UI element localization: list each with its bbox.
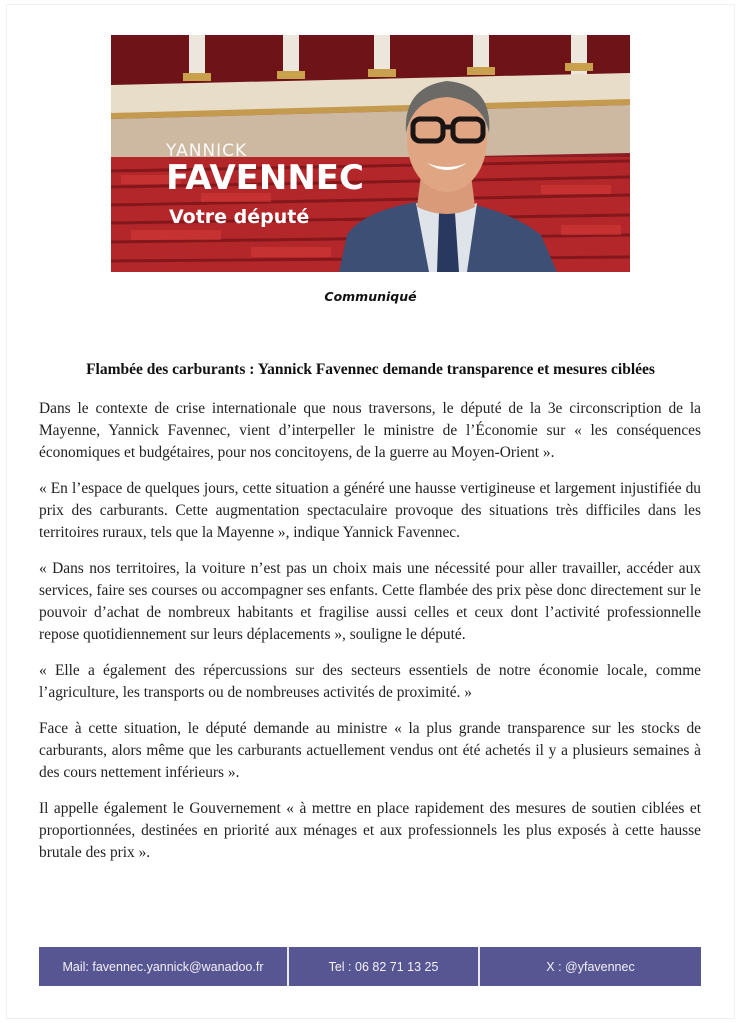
header-banner (111, 35, 630, 272)
footer-x-handle[interactable]: X : @yfavennec (478, 947, 701, 986)
footer-mail[interactable]: Mail: favennec.yannick@wanadoo.fr (39, 947, 287, 986)
document-type-label: Communiqué (324, 289, 417, 304)
banner-role: Votre député (169, 206, 310, 228)
paragraph: Face à cette situation, le député demande au ministre « la plus grande transparence sur les stocks de carburants, alors même que les carburants actuellement vendus ont été achetés il y a plusieurs semaines à des cours nettement inférieurs ». (39, 720, 701, 781)
paragraph: « Dans nos territoires, la voiture n’est pas un choix mais une nécessité pour aller travailler, accéder aux services, faire ses courses ou accompagner ses enfants. Cette flambée des prix pèse donc directement sur le pouvoir d’achat de nombreux habitants et fragilise aussi celles et ceux dont l’activité professionnelle repose quotidiennement sur leurs déplacements », souligne le député. (39, 560, 701, 643)
banner-first-name: YANNICK (166, 141, 248, 161)
paragraph: Il appelle également le Gouvernement « à mettre en place rapidement des mesures de soutien ciblées et proportionnées, destinées en priorité aux ménages et aux professionnels les plus exposés à cette hausse brutale des prix ». (39, 800, 701, 861)
document-title: Flambée des carburants : Yannick Favennec demande transparence et mesures ciblées (86, 361, 655, 378)
banner-text (166, 142, 364, 228)
banner-last-name: FAVENNEC (166, 158, 364, 198)
contact-footer (39, 947, 701, 986)
paragraph: « Elle a également des répercussions sur des secteurs essentiels de notre économie locale, comme l’agriculture, les transports ou de nombreuses activités de proximité. » (39, 662, 701, 701)
paragraph: Dans le contexte de crise internationale que nous traversons, le député de la 3e circonscription de la Mayenne, Yannick Favennec, vient d’interpeller le ministre de l’Économie sur « les conséquences économiques et budgétaires, pour nos concitoyens, de la guerre au Moyen-Orient ». (39, 400, 701, 461)
document-body (39, 398, 701, 878)
paragraph: « En l’espace de quelques jours, cette situation a généré une hausse vertigineuse et largement injustifiée du prix des carburants. Cette augmentation spectaculaire provoque des situations très difficiles dans les territoires ruraux, tels que la Mayenne », indique Yannick Favennec. (39, 480, 701, 541)
footer-phone[interactable]: Tel : 06 82 71 13 25 (287, 947, 478, 986)
